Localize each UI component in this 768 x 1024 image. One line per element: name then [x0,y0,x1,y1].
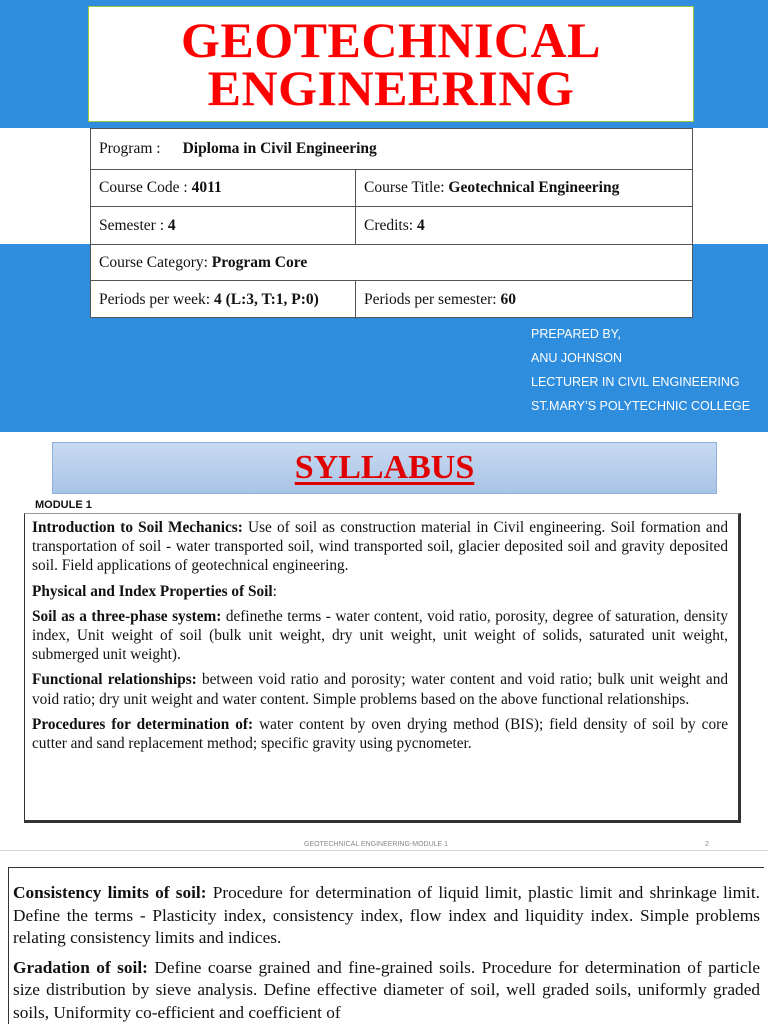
paragraph-heading: Physical and Index Properties of Soil [32,582,273,600]
syllabus-paragraph [32,582,728,601]
table-row [91,170,692,207]
syllabus-paragraph [32,670,728,708]
paragraph-heading: Soil as a three-phase system: [32,607,222,625]
syllabus-content-box [8,867,764,1024]
paragraph-text: Define coarse grained and fine-grained soils. Procedure for determination of particle size distribution by sieve analysis. Define effective diameter of soil, well graded soils, uniformly graded soils, Uniformity co-efficient and coefficient of [13,957,760,1022]
syllabus-paragraph [32,715,728,753]
periods-semester-label: Periods per semester: [364,291,497,308]
program-cell [91,129,692,169]
course-code-value: 4011 [191,179,222,196]
author-college: ST.MARY’S POLYTECHNIC COLLEGE [531,399,751,413]
course-code-label: Course Code : [99,179,188,196]
paragraph-heading: Gradation of soil: [13,957,148,977]
paragraph-heading: Procedures for determination of: [32,715,254,733]
author-name: ANU JOHNSON [531,351,622,365]
prepared-by-block [531,322,750,418]
syllabus-paragraph [13,882,760,950]
table-row [91,207,692,245]
periods-semester-cell [356,281,692,319]
title-box [88,6,694,122]
semester-value: 4 [167,216,176,234]
slide-page-number: 2 [705,841,709,848]
semester-label: Semester : [99,216,164,234]
semester-cell [91,207,356,244]
syllabus-paragraph [32,607,728,665]
category-value: Program Core [211,253,308,271]
periods-week-value: 4 (L:3, T:1, P:0) [213,291,319,308]
course-title-value: Geotechnical Engineering [448,179,620,196]
module-label: MODULE 1 [35,499,92,511]
paragraph-text: Procedure for determination of liquid limit, plastic limit and shrinkage limit. Define the terms - Plasticity index, consistency index, flow index and liquidity index. Simple problems relating consistency limits and indices. [13,883,760,947]
paragraph-heading: Introduction to Soil Mechanics: [32,519,243,536]
prepared-by-line: PREPARED BY, [531,327,621,341]
syllabus-content-box [24,513,741,823]
course-title-label: Course Title: [364,179,445,196]
category-label: Course Category: [99,253,208,271]
author-designation: LECTURER IN CIVIL ENGINEERING [531,375,740,389]
paragraph-text: : [272,582,277,600]
paragraph-heading: Consistency limits of soil: [13,883,207,902]
syllabus-heading: SYLLABUS [294,449,475,486]
slide-footer-title: GEOTECHNICAL ENGINEERING-MODULE 1 [304,841,449,848]
course-title-cell [356,170,692,206]
course-info-table [90,128,693,318]
title-slide [0,0,768,432]
slide-title: GEOTECHNICAL ENGINEERING [181,12,601,116]
category-cell [91,245,692,280]
paragraph-heading: Functional relationships: [32,671,197,689]
paragraph-text: between void ratio and porosity; water content and void ratio; bulk unit weight and void ratio; dry unit weight and water content. Simple problems based on the above functional relationships. [32,671,728,708]
program-label: Program : [99,140,161,157]
paragraph-text: Use of soil as construction material in Civil engineering. Soil formation and transportation of soil - water transported soil, wind transported soil, glacier deposited soil and gravity deposited soil. Field applications of geotechnical engineering. [32,519,728,575]
syllabus-paragraph [32,518,728,576]
syllabus-header [52,442,717,494]
syllabus-slide [0,432,768,850]
program-value: Diploma in Civil Engineering [182,140,377,157]
periods-week-cell [91,281,356,319]
course-code-cell [91,170,356,206]
credits-label: Credits: [364,216,414,234]
table-row [91,129,692,170]
paragraph-text: water content by oven drying method (BIS); field density of soil by core cutter and sand replacement method; specific gravity using pycnometer. [32,715,728,753]
paragraph-text: definethe terms - water content, void ratio, porosity, degree of saturation, density index, Unit weight of soil (bulk unit weight, dry unit weight, unit weight of solids, saturated unit weight, submerged unit weight). [32,607,729,664]
periods-week-label: Periods per week: [99,291,211,308]
syllabus-continued-slide [0,850,768,1024]
credits-cell [356,207,692,244]
periods-semester-value: 60 [500,291,516,308]
table-row [91,281,692,319]
table-row [91,245,692,281]
credits-value: 4 [416,216,425,234]
syllabus-paragraph [13,957,760,1024]
